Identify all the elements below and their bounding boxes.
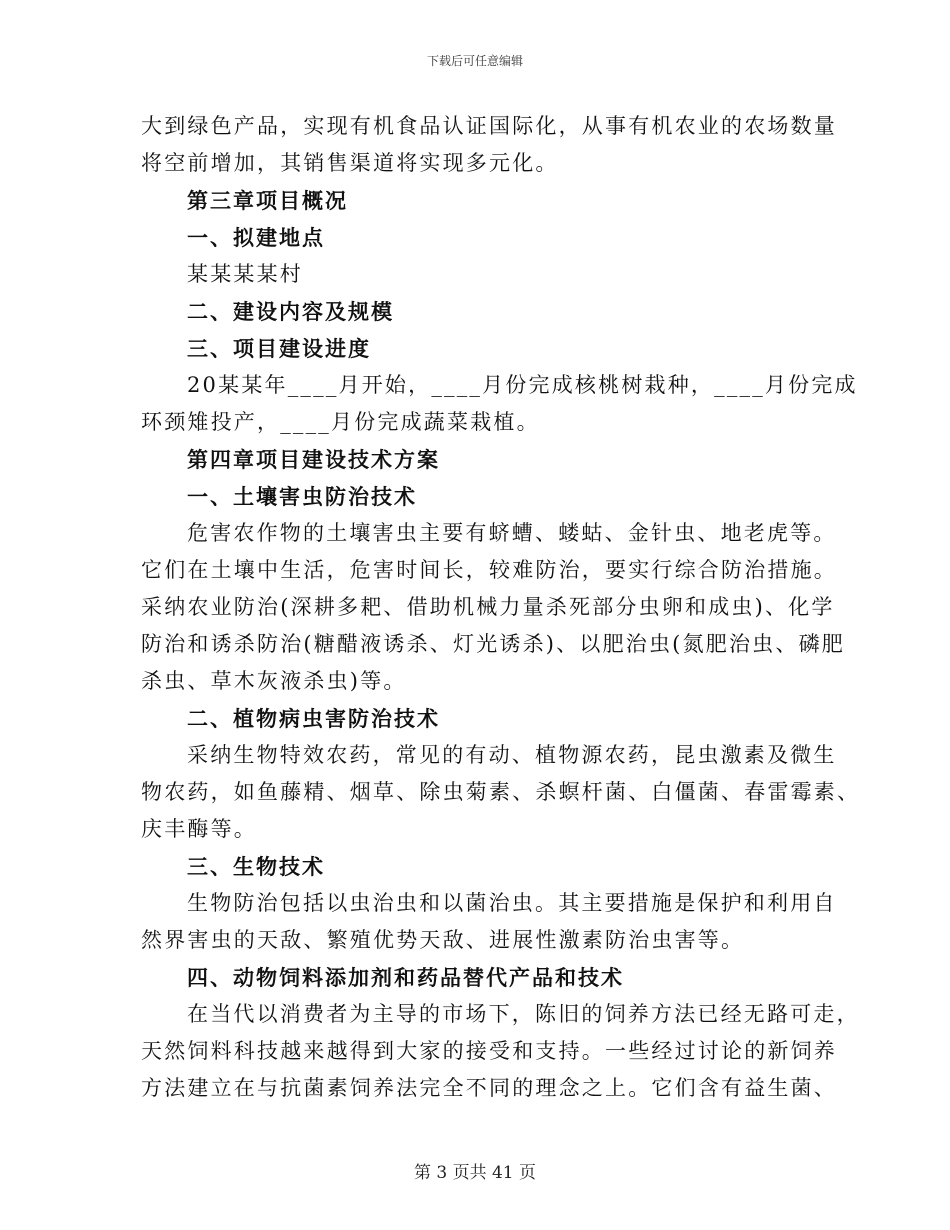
paragraph-line: 将空前增加，其销售渠道将实现多元化。 [141, 151, 559, 175]
section-heading: 一、土壤害虫防治技术 [187, 484, 417, 509]
paragraph-line: 物农药，如鱼藤精、烟草、除虫菊素、杀螟杆菌、白僵菌、春雷霉素、 [141, 780, 861, 804]
paragraph-line: 环颈雉投产，____月份完成蔬菜栽植。 [141, 410, 540, 434]
paragraph-line: 天然饲料科技越来越得到大家的接受和支持。一些经过讨论的新饲养 [141, 1039, 837, 1063]
paragraph-line: 采纳农业防治(深耕多耙、借助机械力量杀死部分虫卵和成虫)、化学 [141, 595, 835, 619]
section-heading: 二、植物病虫害防治技术 [187, 706, 440, 731]
section-heading: 一、拟建地点 [187, 225, 325, 250]
paragraph-line: 它们在土壤中生活，危害时间长，较难防治，要实行综合防治措施。 [141, 558, 837, 582]
section-heading: 第四章项目建设技术方案 [187, 447, 440, 472]
paragraph-line: 然界害虫的天敌、繁殖优势天敌、进展性激素防治虫害等。 [141, 928, 745, 952]
paragraph-line: 某某某某村 [187, 262, 303, 286]
section-heading: 四、动物饲料添加剂和药品替代产品和技术 [187, 965, 624, 990]
paragraph-line: 防治和诱杀防治(糖醋液诱杀、灯光诱杀)、以肥治虫(氮肥治虫、磷肥 [141, 632, 845, 656]
section-heading: 二、建设内容及规模 [187, 299, 394, 324]
paragraph-line: 在当代以消费者为主导的市场下，陈旧的饲养方法已经无路可走， [187, 1002, 860, 1026]
paragraph-line: 危害农作物的土壤害虫主要有蛴螬、蝼蛄、金针虫、地老虎等。 [187, 521, 837, 545]
page-footer: 第 3 页共 41 页 [413, 1163, 537, 1183]
section-heading: 三、项目建设进度 [187, 336, 371, 361]
paragraph-line: 生物防治包括以虫治虫和以菌治虫。其主要措施是保护和利用自 [187, 891, 837, 915]
document-body [141, 108, 861, 1107]
paragraph-line: 方法建立在与抗菌素饲养法完全不同的理念之上。它们含有益生菌、 [141, 1076, 837, 1100]
paragraph-line: 大到绿色产品，实现有机食品认证国际化，从事有机农业的农场数量 [141, 114, 837, 138]
paragraph-line: 20某某年____月开始，____月份完成核桃树栽种，____月份完成 [187, 373, 858, 397]
paragraph-line: 庆丰酶等。 [141, 817, 257, 841]
paragraph-line: 采纳生物特效农药，常见的有动、植物源农药，昆虫激素及微生 [187, 743, 837, 767]
paragraph-line: 杀虫、草木灰液杀虫)等。 [141, 669, 407, 693]
page-header: 下载后可任意编辑 [426, 54, 523, 68]
section-heading: 第三章项目概况 [187, 188, 348, 213]
section-heading: 三、生物技术 [187, 854, 325, 879]
